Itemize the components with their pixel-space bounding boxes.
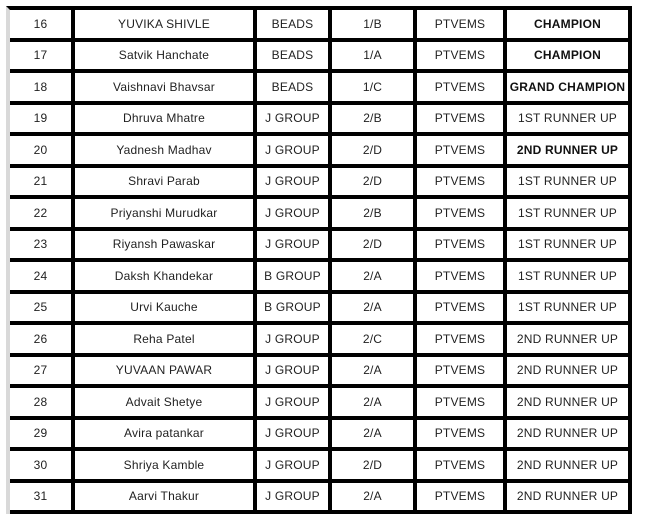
table-row	[10, 294, 632, 326]
cell-group: J GROUP	[257, 199, 332, 231]
cell-division: 1/A	[332, 42, 417, 74]
cell-group: J GROUP	[257, 231, 332, 263]
cell-result: 2ND RUNNER UP	[507, 388, 632, 420]
cell-sr-no: 29	[10, 420, 75, 452]
results-table	[6, 6, 632, 514]
cell-sr-no: 17	[10, 42, 75, 74]
cell-name: Shravi Parab	[75, 168, 257, 200]
cell-name: Dhruva Mhatre	[75, 105, 257, 137]
results-table-body	[10, 10, 632, 514]
cell-result: 1ST RUNNER UP	[507, 168, 632, 200]
cell-result: 1ST RUNNER UP	[507, 262, 632, 294]
table-row	[10, 73, 632, 105]
cell-group: J GROUP	[257, 451, 332, 483]
cell-division: 2/D	[332, 168, 417, 200]
cell-division: 2/B	[332, 105, 417, 137]
cell-name: Daksh Khandekar	[75, 262, 257, 294]
table-row	[10, 136, 632, 168]
table-row	[10, 231, 632, 263]
cell-group: J GROUP	[257, 357, 332, 389]
cell-school: PTVEMS	[417, 136, 507, 168]
cell-division: 2/B	[332, 199, 417, 231]
cell-school: PTVEMS	[417, 294, 507, 326]
cell-sr-no: 20	[10, 136, 75, 168]
cell-sr-no: 26	[10, 325, 75, 357]
cell-result: GRAND CHAMPION	[507, 73, 632, 105]
cell-name: Advait Shetye	[75, 388, 257, 420]
cell-division: 1/B	[332, 10, 417, 42]
cell-result: CHAMPION	[507, 42, 632, 74]
cell-name: Reha Patel	[75, 325, 257, 357]
cell-division: 2/A	[332, 483, 417, 515]
cell-sr-no: 18	[10, 73, 75, 105]
cell-school: PTVEMS	[417, 325, 507, 357]
cell-name: Vaishnavi Bhavsar	[75, 73, 257, 105]
cell-name: YUVIKA SHIVLE	[75, 10, 257, 42]
cell-sr-no: 27	[10, 357, 75, 389]
cell-division: 2/C	[332, 325, 417, 357]
cell-group: BEADS	[257, 10, 332, 42]
cell-sr-no: 19	[10, 105, 75, 137]
cell-sr-no: 30	[10, 451, 75, 483]
cell-name: Satvik Hanchate	[75, 42, 257, 74]
cell-division: 2/A	[332, 420, 417, 452]
cell-group: BEADS	[257, 42, 332, 74]
cell-sr-no: 23	[10, 231, 75, 263]
cell-name: Shriya Kamble	[75, 451, 257, 483]
cell-name: Priyanshi Murudkar	[75, 199, 257, 231]
cell-result: 2ND RUNNER UP	[507, 451, 632, 483]
cell-school: PTVEMS	[417, 388, 507, 420]
cell-result: 2ND RUNNER UP	[507, 357, 632, 389]
cell-sr-no: 24	[10, 262, 75, 294]
table-row	[10, 388, 632, 420]
cell-division: 2/D	[332, 231, 417, 263]
cell-sr-no: 28	[10, 388, 75, 420]
table-row	[10, 451, 632, 483]
cell-name: Riyansh Pawaskar	[75, 231, 257, 263]
cell-group: J GROUP	[257, 420, 332, 452]
cell-school: PTVEMS	[417, 199, 507, 231]
cell-group: B GROUP	[257, 294, 332, 326]
cell-sr-no: 31	[10, 483, 75, 515]
cell-school: PTVEMS	[417, 262, 507, 294]
cell-division: 1/C	[332, 73, 417, 105]
cell-name: Yadnesh Madhav	[75, 136, 257, 168]
cell-sr-no: 25	[10, 294, 75, 326]
cell-group: J GROUP	[257, 168, 332, 200]
cell-school: PTVEMS	[417, 73, 507, 105]
table-row	[10, 199, 632, 231]
cell-result: 1ST RUNNER UP	[507, 231, 632, 263]
cell-school: PTVEMS	[417, 168, 507, 200]
cell-division: 2/A	[332, 388, 417, 420]
cell-division: 2/A	[332, 262, 417, 294]
cell-name: YUVAAN PAWAR	[75, 357, 257, 389]
cell-result: 2ND RUNNER UP	[507, 420, 632, 452]
cell-division: 2/D	[332, 451, 417, 483]
cell-school: PTVEMS	[417, 483, 507, 515]
cell-result: 2ND RUNNER UP	[507, 136, 632, 168]
table-row	[10, 483, 632, 515]
cell-result: 2ND RUNNER UP	[507, 325, 632, 357]
table-row	[10, 105, 632, 137]
cell-group: J GROUP	[257, 483, 332, 515]
cell-name: Aarvi Thakur	[75, 483, 257, 515]
cell-group: J GROUP	[257, 136, 332, 168]
table-row	[10, 357, 632, 389]
table-row	[10, 10, 632, 42]
cell-school: PTVEMS	[417, 357, 507, 389]
cell-school: PTVEMS	[417, 42, 507, 74]
cell-sr-no: 22	[10, 199, 75, 231]
cell-result: 1ST RUNNER UP	[507, 105, 632, 137]
cell-school: PTVEMS	[417, 420, 507, 452]
cell-sr-no: 21	[10, 168, 75, 200]
cell-sr-no: 16	[10, 10, 75, 42]
cell-group: J GROUP	[257, 105, 332, 137]
cell-group: J GROUP	[257, 388, 332, 420]
table-row	[10, 168, 632, 200]
cell-result: 1ST RUNNER UP	[507, 294, 632, 326]
cell-school: PTVEMS	[417, 10, 507, 42]
cell-school: PTVEMS	[417, 451, 507, 483]
cell-school: PTVEMS	[417, 105, 507, 137]
table-row	[10, 420, 632, 452]
table-row	[10, 262, 632, 294]
cell-name: Avira patankar	[75, 420, 257, 452]
cell-group: B GROUP	[257, 262, 332, 294]
cell-school: PTVEMS	[417, 231, 507, 263]
cell-division: 2/D	[332, 136, 417, 168]
cell-result: 1ST RUNNER UP	[507, 199, 632, 231]
cell-group: BEADS	[257, 73, 332, 105]
cell-group: J GROUP	[257, 325, 332, 357]
table-row	[10, 325, 632, 357]
cell-division: 2/A	[332, 357, 417, 389]
table-row	[10, 42, 632, 74]
cell-name: Urvi Kauche	[75, 294, 257, 326]
cell-result: 2ND RUNNER UP	[507, 483, 632, 515]
cell-result: CHAMPION	[507, 10, 632, 42]
cell-division: 2/A	[332, 294, 417, 326]
